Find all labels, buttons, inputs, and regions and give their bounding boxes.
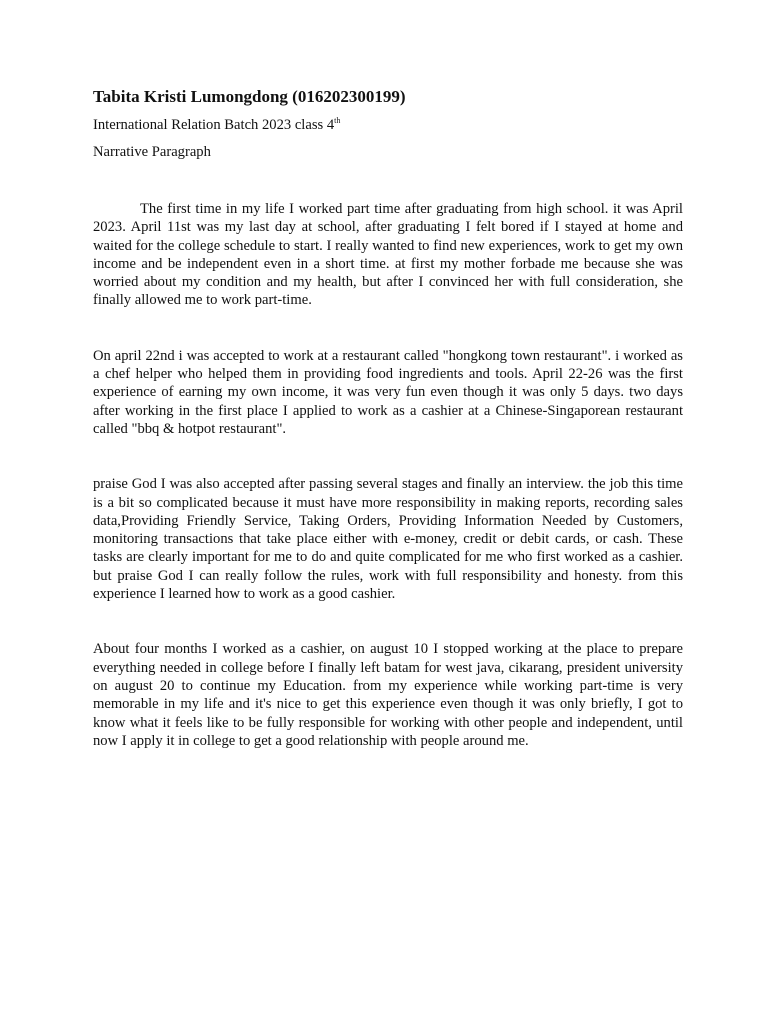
class-line-text: International Relation Batch 2023 class 4: [93, 117, 335, 133]
paragraph-3: praise God I was also accepted after passing several stages and finally an interview. the job this time is a bit so complicated because it must have more responsibility in making reports, recording sales data,Providing Friendly Service, Taking Orders, Providing Information Needed by Customers, monitoring transactions that take place either with e-money, credit or debit cards, or cash. These tasks are clearly important for me to do and quite complicated for me who first worked as a cashier. but praise God I can really follow the rules, work with full responsibility and honesty. from this experience I learned how to work as a good cashier.: [93, 476, 683, 603]
class-line-ordinal: th: [334, 116, 341, 125]
document-subtitle: Narrative Paragraph: [93, 144, 211, 160]
author-title: Tabita Kristi Lumongdong (016202300199): [93, 87, 406, 106]
paragraph-4: About four months I worked as a cashier, on august 10 I stopped working at the place to prepare everything needed in college before I finally left batam for west java, cikarang, president university on august 20 to continue my Education. from my experience while working part-time is very memorable in my life and it's nice to get this experience even though it was only briefly, I got to know what it feels like to be fully responsible for working with other people and independent, until now I apply it in college to get a good relationship with people around me.: [93, 641, 683, 749]
document-page: [93, 86, 683, 750]
paragraph-2: On april 22nd i was accepted to work at a restaurant called "hongkong town restaurant". i worked as a chef helper who helped them in providing food ingredients and tools. April 22-26 was the first experience of earning my own income, it was very fun even though it was only 5 days. two days after working in the first place I applied to work as a cashier at a Chinese-Singaporean restaurant called "bbq & hotpot restaurant".: [93, 347, 683, 437]
class-line: [93, 116, 683, 134]
paragraph-1: The first time in my life I worked part time after graduating from high school. it was April 2023. April 11st was my last day at school, after graduating I felt bored if I stayed at home and waited for the college schedule to start. I really wanted to find new experiences, work to get my own income and be independent even in a short time. at first my mother forbade me because she was worried about my condition and my health, but after I convinced her with full consideration, she finally allowed me to work part-time.: [93, 201, 683, 309]
